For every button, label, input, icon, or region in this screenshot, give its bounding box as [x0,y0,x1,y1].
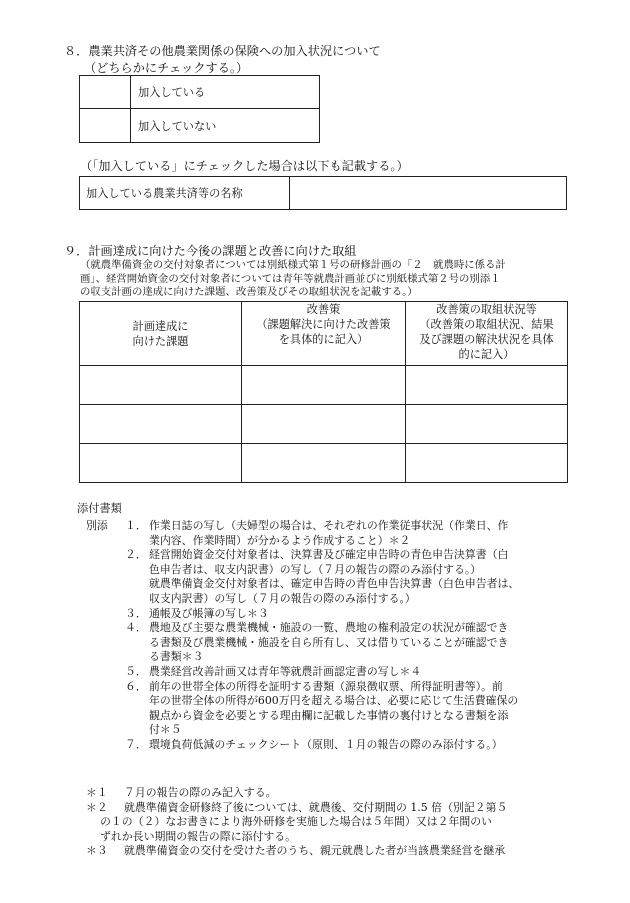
insurance-name-field[interactable] [290,177,567,210]
table-row [80,444,568,483]
section-9-note-line: （就農準備資金の交付対象者については別紙様式第１号の研修計画の「２ 就農時に係る計 [80,259,506,271]
improvement-cell[interactable] [242,366,406,405]
issues-table [79,301,568,483]
footnote-item: ＊１ ７月の報告の際のみ記入する。 [86,786,277,799]
progress-cell[interactable] [406,405,568,444]
attachments-prefix: 別添 [86,519,108,532]
attachment-list [125,519,565,753]
section-9-note [80,259,506,300]
attachment-item: ６． 前年の世帯全体の所得を証明する書類（源泉徴収票、所得証明書等）。前 年の世帯全体の所得が600万円を超える場合は、必要に応じて生活費確保の 観点から資金を必要とする理由欄に記載した事情の裏付けとなる書類を添 付＊５ [125,679,519,737]
attachment-item: ３． 通帳及び帳簿の写し＊３ [125,606,269,620]
section-9-note-line: 画」、経営開始資金の交付対象者については青年等就農計画並びに別紙様式第２号の別添１ [80,272,501,285]
checkbox-not-enrolled[interactable] [80,109,131,143]
improvement-cell[interactable] [242,444,406,483]
attachment-item: ５． 農業経営改善計画又は青年等就農計画認定書の写し＊４ [125,664,422,678]
progress-cell[interactable] [406,444,568,483]
issue-cell[interactable] [80,366,242,405]
section-9-heading: ９．計画達成に向けた今後の課題と改善に向けた取組 [64,244,357,258]
section-8-heading: ８．農業共済その他農業関係の保険への加入状況について [64,44,381,58]
table-row [80,405,568,444]
progress-cell[interactable] [406,366,568,405]
footnotes [86,786,556,859]
option-enrolled-label: 加入している [131,76,320,109]
option-not-enrolled-label: 加入していない [131,109,320,143]
col-header-improvements: 改善策 （課題解決に向けた改善策 を具体的に記入） [242,302,406,366]
issue-cell[interactable] [80,405,242,444]
footnote-continuation: の１の（２）なお書きにより海外研修を実施した場合は５年間）又は２年間のい ずれか長い期間の報告の際に添付する。 [100,815,493,843]
insurance-name-table [79,176,567,210]
enrolled-instruction: （「加入している」にチェックした場合は以下も記載する。） [80,159,409,173]
footnote-item: ＊３ 就農準備資金の交付を受けた者のうち、親元就農した者が当該農業経営を継承 [86,844,506,858]
checkbox-enrolled[interactable] [80,76,131,109]
insurance-checkbox-table [79,75,320,143]
table-row [80,366,568,405]
footnote-item: ＊２ 就農準備資金研修終了後については、就農後、交付期間の 1.5 倍（別記２第５ [86,800,508,814]
col-header-issues: 計画達成に 向けた課題 [80,302,242,366]
section-9-note-line: の収支計画の達成に向けた課題、改善策及びその取組状況を記載する。） [80,286,418,298]
attachment-item: ２． 経営開始資金交付対象者は、決算書及び確定申告時の青色申告決算書（白 色申告者は、収支内訳書）の写し（７月の報告の際のみ添付する。） 就農準備資金交付対象者は、確定申告時の青色申告決算書（白色申告者は、 収支内訳書）の写し（７月の報告の際のみ添付する。） [125,548,520,605]
attachment-item: ７． 環境負荷低減のチェックシート（原則、１月の報告の際のみ添付する。） [125,737,503,751]
issue-cell[interactable] [80,444,242,483]
attachments-title: 添付書類 [77,502,122,515]
improvement-cell[interactable] [242,405,406,444]
col-header-progress: 改善策の取組状況等 （改善策の取組状況、結果 及び課題の解決状況を具体 的に記入） [406,302,568,366]
section-8-note: （どちらかにチェックする。） [84,61,249,75]
insurance-name-label: 加入している農業共済等の名称 [80,177,290,210]
attachment-item: １． 作業日誌の写し（夫婦型の場合は、それぞれの作業従事状況（作業日、作 業内容、作業時間）が分かるよう作成すること）＊２ [125,519,509,547]
attachment-item: ４． 農地及び主要な農業機械・施設の一覧、農地の権利設定の状況が確認でき る書類及び農業機械・施設を自ら所有し、又は借りていることが確認でき る書類＊３ [125,621,509,664]
